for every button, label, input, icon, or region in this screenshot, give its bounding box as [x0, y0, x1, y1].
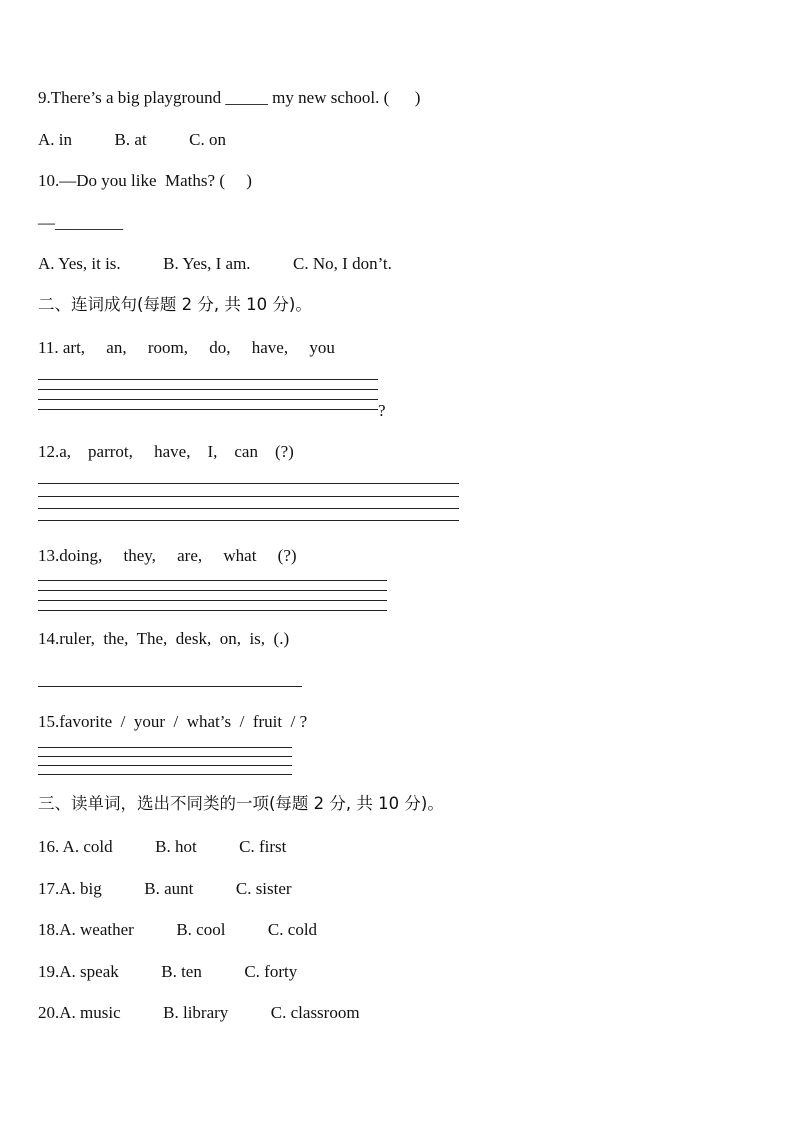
question-20: 20.A. music B. library C. classroom — [38, 1003, 360, 1022]
question-15-words: 15.favorite / your / what’s / fruit / ? — [38, 712, 308, 731]
question-17: 17.A. big B. aunt C. sister — [38, 879, 292, 898]
question-10-options: A. Yes, it is. B. Yes, I am. C. No, I don’t. — [38, 254, 392, 273]
answer-line — [38, 686, 302, 687]
question-11-end-mark: ? — [378, 401, 386, 420]
question-12-words: 12.a, parrot, have, I, can (?) — [38, 442, 294, 461]
question-16: 16. A. cold B. hot C. first — [38, 837, 287, 856]
answer-line — [38, 520, 459, 521]
question-10-stem: 10.—Do you like Maths? ( ) — [38, 171, 252, 190]
answer-line — [38, 483, 459, 484]
section-3-title: 三、读单词，选出不同类的一项(每题 2 分, 共 10 分)。 — [38, 794, 444, 813]
answer-line — [38, 389, 378, 390]
answer-line — [38, 580, 387, 581]
answer-line — [38, 756, 292, 757]
answer-line — [38, 399, 378, 400]
answer-line — [38, 765, 292, 766]
question-11-words: 11. art, an, room, do, have, you — [38, 338, 335, 357]
question-18: 18.A. weather B. cool C. cold — [38, 920, 318, 939]
answer-line — [38, 508, 459, 509]
question-14-words: 14.ruler, the, The, desk, on, is, (.) — [38, 629, 290, 648]
question-13-words: 13.doing, they, are, what (?) — [38, 546, 297, 565]
question-9-stem: 9.There’s a big playground _____ my new school. ( ) — [38, 88, 421, 107]
question-19: 19.A. speak B. ten C. forty — [38, 962, 298, 981]
answer-line — [38, 409, 378, 410]
answer-line — [38, 379, 378, 380]
question-9-options: A. in B. at C. on — [38, 130, 226, 149]
answer-line — [38, 590, 387, 591]
answer-line — [38, 774, 292, 775]
answer-line — [38, 747, 292, 748]
answer-line — [38, 600, 387, 601]
answer-line — [38, 610, 387, 611]
section-2-title: 二、连词成句(每题 2 分, 共 10 分)。 — [38, 295, 312, 314]
answer-line — [38, 496, 459, 497]
question-10-reply: —________ — [38, 213, 123, 232]
